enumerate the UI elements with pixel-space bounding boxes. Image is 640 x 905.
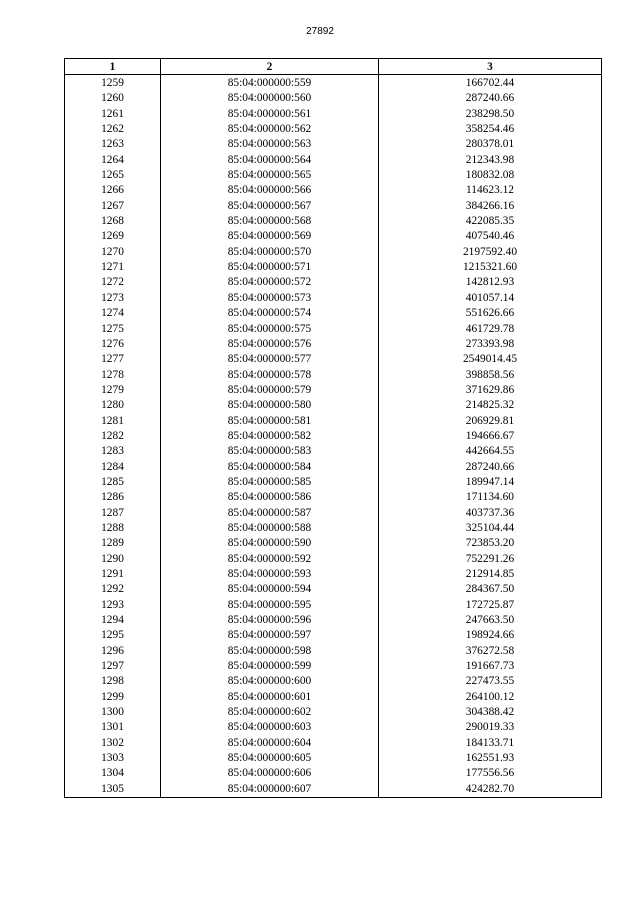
row-number-cell: 1299 [65,689,161,704]
table-row [65,336,602,351]
value-cell: 280378.01 [379,137,602,152]
cadastral-number-cell: 85:04:000000:597 [161,628,379,643]
cadastral-number-cell: 85:04:000000:569 [161,229,379,244]
row-number-cell: 1290 [65,551,161,566]
table-row [65,490,602,505]
value-cell: 424282.70 [379,781,602,797]
value-cell: 194666.67 [379,428,602,443]
table-header-row [65,59,602,75]
cadastral-number-cell: 85:04:000000:584 [161,459,379,474]
table-row [65,735,602,750]
table-row [65,566,602,581]
row-number-cell: 1259 [65,75,161,91]
value-cell: 114623.12 [379,183,602,198]
table-row [65,704,602,719]
row-number-cell: 1281 [65,413,161,428]
value-cell: 2549014.45 [379,352,602,367]
table-row [65,275,602,290]
value-cell: 2197592.40 [379,244,602,259]
row-number-cell: 1273 [65,290,161,305]
row-number-cell: 1304 [65,766,161,781]
row-number-cell: 1296 [65,643,161,658]
row-number-cell: 1301 [65,720,161,735]
value-cell: 442664.55 [379,444,602,459]
value-cell: 227473.55 [379,674,602,689]
table-row [65,520,602,535]
table-row [65,582,602,597]
row-number-cell: 1283 [65,444,161,459]
row-number-cell: 1298 [65,674,161,689]
value-cell: 325104.44 [379,520,602,535]
value-cell: 247663.50 [379,612,602,627]
table-row [65,689,602,704]
row-number-cell: 1275 [65,321,161,336]
row-number-cell: 1297 [65,658,161,673]
table-row [65,597,602,612]
row-number-cell: 1294 [65,612,161,627]
value-cell: 198924.66 [379,628,602,643]
cadastral-number-cell: 85:04:000000:606 [161,766,379,781]
value-cell: 180832.08 [379,167,602,182]
cadastral-number-cell: 85:04:000000:581 [161,413,379,428]
table-row [65,106,602,121]
table-row [65,91,602,106]
cadastral-number-cell: 85:04:000000:564 [161,152,379,167]
cadastral-number-cell: 85:04:000000:562 [161,121,379,136]
value-cell: 142812.93 [379,275,602,290]
value-cell: 184133.71 [379,735,602,750]
table-row [65,75,602,91]
table-row [65,766,602,781]
value-cell: 177556.56 [379,766,602,781]
cadastral-number-cell: 85:04:000000:572 [161,275,379,290]
row-number-cell: 1305 [65,781,161,797]
row-number-cell: 1284 [65,459,161,474]
row-number-cell: 1269 [65,229,161,244]
value-cell: 752291.26 [379,551,602,566]
cadastral-number-cell: 85:04:000000:594 [161,582,379,597]
table-row [65,781,602,797]
row-number-cell: 1274 [65,306,161,321]
value-cell: 384266.16 [379,198,602,213]
table-row [65,259,602,274]
table-row [65,536,602,551]
value-cell: 551626.66 [379,306,602,321]
table-row [65,213,602,228]
row-number-cell: 1287 [65,505,161,520]
cadastral-number-cell: 85:04:000000:563 [161,137,379,152]
row-number-cell: 1288 [65,520,161,535]
cadastral-number-cell: 85:04:000000:587 [161,505,379,520]
cadastral-number-cell: 85:04:000000:578 [161,367,379,382]
cadastral-number-cell: 85:04:000000:560 [161,91,379,106]
cadastral-number-cell: 85:04:000000:576 [161,336,379,351]
table-body [65,75,602,797]
row-number-cell: 1278 [65,367,161,382]
row-number-cell: 1276 [65,336,161,351]
cadastral-number-cell: 85:04:000000:582 [161,428,379,443]
row-number-cell: 1270 [65,244,161,259]
table-row [65,244,602,259]
value-cell: 189947.14 [379,474,602,489]
value-cell: 407540.46 [379,229,602,244]
cadastral-number-cell: 85:04:000000:592 [161,551,379,566]
row-number-cell: 1303 [65,750,161,765]
cadastral-number-cell: 85:04:000000:598 [161,643,379,658]
column-header-2: 2 [161,59,379,75]
cadastral-number-cell: 85:04:000000:570 [161,244,379,259]
table-row [65,398,602,413]
cadastral-number-cell: 85:04:000000:603 [161,720,379,735]
table-row [65,306,602,321]
table-row [65,229,602,244]
row-number-cell: 1262 [65,121,161,136]
value-cell: 358254.46 [379,121,602,136]
value-cell: 287240.66 [379,459,602,474]
cadastral-number-cell: 85:04:000000:607 [161,781,379,797]
table-row [65,551,602,566]
table-row [65,628,602,643]
cadastral-number-cell: 85:04:000000:568 [161,213,379,228]
data-table [64,58,602,798]
cadastral-number-cell: 85:04:000000:574 [161,306,379,321]
value-cell: 264100.12 [379,689,602,704]
table-row [65,658,602,673]
value-cell: 212914.85 [379,566,602,581]
row-number-cell: 1265 [65,167,161,182]
table-row [65,382,602,397]
cadastral-number-cell: 85:04:000000:596 [161,612,379,627]
cadastral-number-cell: 85:04:000000:583 [161,444,379,459]
cadastral-number-cell: 85:04:000000:588 [161,520,379,535]
page-number: 27892 [306,26,334,37]
value-cell: 1215321.60 [379,259,602,274]
row-number-cell: 1289 [65,536,161,551]
table-row [65,474,602,489]
table-row [65,459,602,474]
cadastral-number-cell: 85:04:000000:590 [161,536,379,551]
table-row [65,444,602,459]
row-number-cell: 1266 [65,183,161,198]
table-row [65,183,602,198]
row-number-cell: 1260 [65,91,161,106]
row-number-cell: 1286 [65,490,161,505]
row-number-cell: 1291 [65,566,161,581]
cadastral-number-cell: 85:04:000000:566 [161,183,379,198]
row-number-cell: 1293 [65,597,161,612]
column-header-3: 3 [379,59,602,75]
cadastral-number-cell: 85:04:000000:586 [161,490,379,505]
cadastral-number-cell: 85:04:000000:601 [161,689,379,704]
row-number-cell: 1279 [65,382,161,397]
cadastral-number-cell: 85:04:000000:573 [161,290,379,305]
value-cell: 398858.56 [379,367,602,382]
column-header-1: 1 [65,59,161,75]
table-row [65,290,602,305]
table-row [65,413,602,428]
table-row [65,367,602,382]
row-number-cell: 1264 [65,152,161,167]
cadastral-number-cell: 85:04:000000:604 [161,735,379,750]
table-row [65,321,602,336]
table-row [65,674,602,689]
row-number-cell: 1272 [65,275,161,290]
value-cell: 401057.14 [379,290,602,305]
value-cell: 284367.50 [379,582,602,597]
cadastral-number-cell: 85:04:000000:600 [161,674,379,689]
row-number-cell: 1302 [65,735,161,750]
table-row [65,612,602,627]
cadastral-number-cell: 85:04:000000:585 [161,474,379,489]
cadastral-number-cell: 85:04:000000:605 [161,750,379,765]
cadastral-number-cell: 85:04:000000:565 [161,167,379,182]
value-cell: 238298.50 [379,106,602,121]
row-number-cell: 1282 [65,428,161,443]
cadastral-number-cell: 85:04:000000:595 [161,597,379,612]
row-number-cell: 1271 [65,259,161,274]
value-cell: 166702.44 [379,75,602,91]
table-row [65,152,602,167]
value-cell: 171134.60 [379,490,602,505]
cadastral-number-cell: 85:04:000000:577 [161,352,379,367]
cadastral-number-cell: 85:04:000000:559 [161,75,379,91]
table-row [65,750,602,765]
row-number-cell: 1267 [65,198,161,213]
table-row [65,198,602,213]
row-number-cell: 1261 [65,106,161,121]
row-number-cell: 1295 [65,628,161,643]
table-row [65,720,602,735]
table-row [65,428,602,443]
value-cell: 422085.35 [379,213,602,228]
cadastral-number-cell: 85:04:000000:602 [161,704,379,719]
value-cell: 290019.33 [379,720,602,735]
value-cell: 206929.81 [379,413,602,428]
value-cell: 371629.86 [379,382,602,397]
row-number-cell: 1292 [65,582,161,597]
cadastral-number-cell: 85:04:000000:567 [161,198,379,213]
value-cell: 191667.73 [379,658,602,673]
table-row [65,167,602,182]
cadastral-number-cell: 85:04:000000:599 [161,658,379,673]
value-cell: 287240.66 [379,91,602,106]
row-number-cell: 1300 [65,704,161,719]
value-cell: 273393.98 [379,336,602,351]
value-cell: 162551.93 [379,750,602,765]
row-number-cell: 1268 [65,213,161,228]
value-cell: 212343.98 [379,152,602,167]
value-cell: 304388.42 [379,704,602,719]
cadastral-number-cell: 85:04:000000:593 [161,566,379,581]
row-number-cell: 1280 [65,398,161,413]
row-number-cell: 1285 [65,474,161,489]
value-cell: 723853.20 [379,536,602,551]
cadastral-number-cell: 85:04:000000:579 [161,382,379,397]
cadastral-number-cell: 85:04:000000:571 [161,259,379,274]
table-row [65,643,602,658]
cadastral-number-cell: 85:04:000000:575 [161,321,379,336]
cadastral-number-cell: 85:04:000000:561 [161,106,379,121]
table-row [65,505,602,520]
row-number-cell: 1263 [65,137,161,152]
value-cell: 461729.78 [379,321,602,336]
value-cell: 376272.58 [379,643,602,658]
value-cell: 214825.32 [379,398,602,413]
table-row [65,121,602,136]
value-cell: 403737.36 [379,505,602,520]
cadastral-number-cell: 85:04:000000:580 [161,398,379,413]
row-number-cell: 1277 [65,352,161,367]
table-row [65,137,602,152]
table-row [65,352,602,367]
value-cell: 172725.87 [379,597,602,612]
